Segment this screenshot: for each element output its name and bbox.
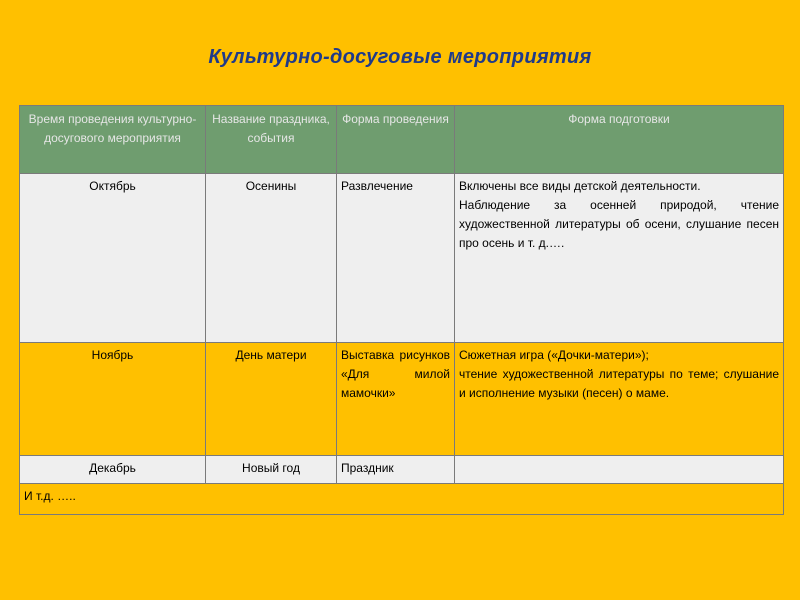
cell-time: Декабрь <box>20 456 206 484</box>
header-form: Форма проведения <box>337 106 455 174</box>
page-title: Культурно-досуговые мероприятия <box>208 46 592 68</box>
cell-form: Праздник <box>337 456 455 484</box>
cell-event-name: День матери <box>206 343 337 456</box>
cell-time: Ноябрь <box>20 343 206 456</box>
table-row <box>20 343 784 456</box>
table-row <box>20 174 784 343</box>
table-footer-row <box>20 484 784 515</box>
cell-form: Выставка рисунков «Для милой мамочки» <box>337 343 455 456</box>
cell-preparation <box>455 343 784 456</box>
cell-time: Октябрь <box>20 174 206 343</box>
events-table <box>19 105 784 515</box>
cell-event-name: Осенины <box>206 174 337 343</box>
cell-preparation <box>455 174 784 343</box>
table-row <box>20 456 784 484</box>
header-preparation: Форма подготовки <box>455 106 784 174</box>
prep-paragraph: Включены все виды детской деятельности. <box>459 179 701 193</box>
table-header-row <box>20 106 784 174</box>
cell-preparation <box>455 456 784 484</box>
header-time: Время проведения культурно-досугового мероприятия <box>20 106 206 174</box>
footer-note: И т.д. ….. <box>20 484 784 515</box>
prep-paragraph: чтение художественной литературы по теме; слушание и исполнение музыки (песен) о маме. <box>459 367 779 400</box>
prep-paragraph: Наблюдение за осенней природой, чтение художественной литературы об осени, слушание песен про осень и т. д.…. <box>459 198 779 250</box>
cell-event-name: Новый год <box>206 456 337 484</box>
header-event-name: Название праздника, события <box>206 106 337 174</box>
cell-form: Развлечение <box>337 174 455 343</box>
prep-paragraph: Сюжетная игра («Дочки-матери»); <box>459 348 649 362</box>
